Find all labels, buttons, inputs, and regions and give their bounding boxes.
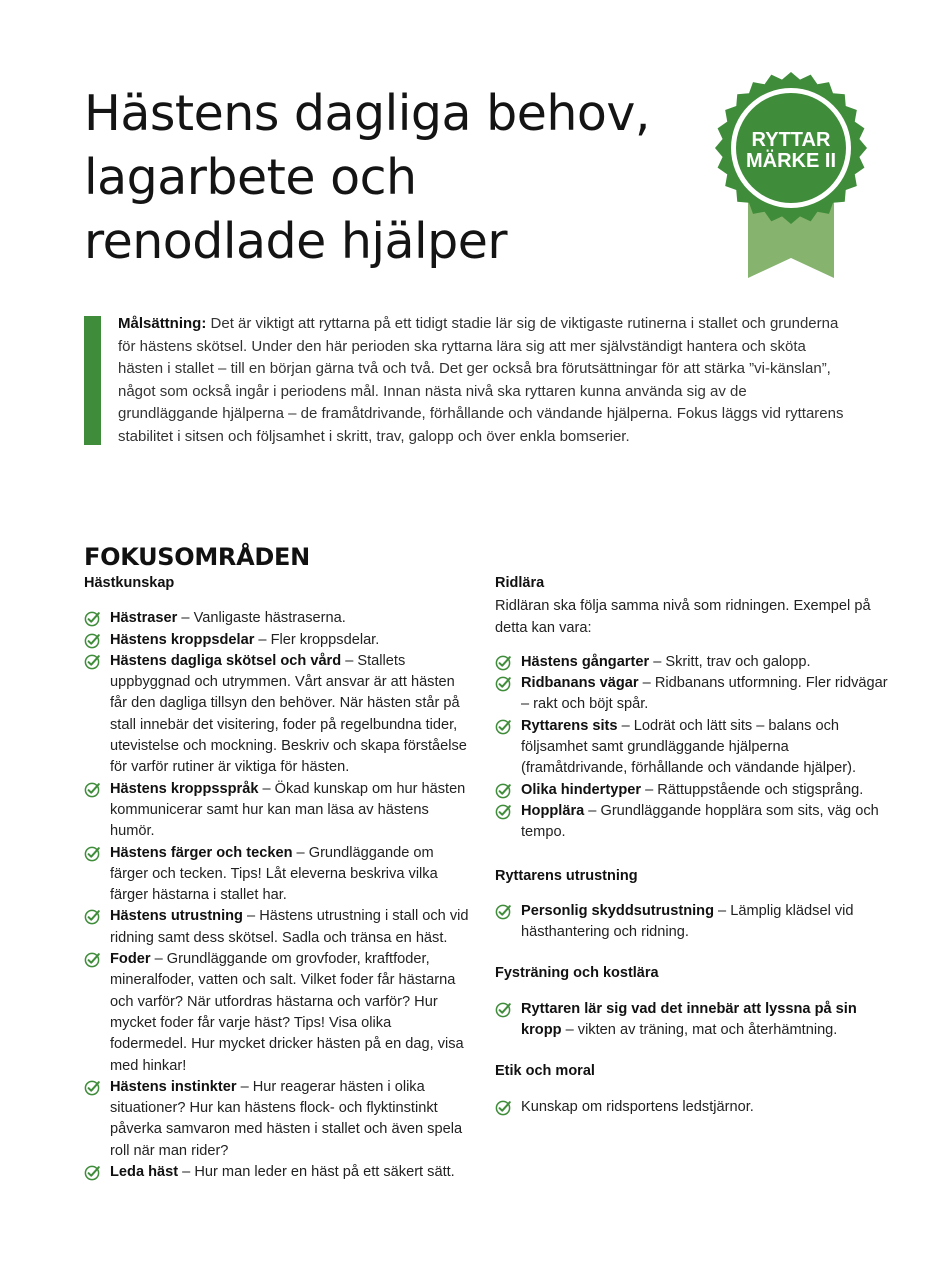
goal-accent-bar bbox=[84, 316, 101, 445]
check-circle-icon bbox=[495, 719, 511, 735]
check-circle-icon bbox=[495, 1100, 511, 1116]
left-column bbox=[84, 573, 469, 1183]
check-circle-icon bbox=[495, 655, 511, 671]
subheading-fystraning: Fysträning och kostlära bbox=[495, 965, 659, 982]
goal-text: Det är viktigt att ryttarna på ett tidigt stadie lär sig de viktigaste rutinerna i stallet och grunderna för hästens skötsel. Under den här perioden ska ryttarna lära sig att mer självständigt hantera och sköta hästen i stallet – till en början gärna två och två. Det ger också bra förutsättningar för att stärka ”vi-känslan”, något som också ingår i periodens mål. Innan nästa nivå ska ryttaren kunna använda sig av de grundläggande hjälperna – de framåtdrivande, förhållande och vändande hjälperna. Fokus läggs vid ryttarens stabilitet i sitsen och följsamhet i skritt, trav, galopp och över enkla bomserier. bbox=[118, 315, 844, 445]
goal-label: Målsättning: bbox=[118, 315, 207, 332]
right-column bbox=[495, 573, 890, 1118]
list-item bbox=[495, 801, 890, 844]
item-term: Hästraser bbox=[110, 610, 178, 627]
title-line: Hästens dagliga behov, bbox=[84, 85, 650, 142]
item-term: Leda häst bbox=[110, 1164, 179, 1181]
item-description: – Hästens utrustning i stall och vid ridning samt dess skötsel. Sadla och tränsa en häst. bbox=[110, 908, 469, 946]
list-item bbox=[495, 999, 890, 1042]
item-description: – Lodrät och lätt sits – balans och följsamhet samt grundläggande hjälperna (framåtdrivande, förhållande och vändande hjälper). bbox=[521, 717, 857, 777]
list-item bbox=[84, 651, 469, 779]
item-description: – Rättuppstående och stigsprång. bbox=[641, 781, 864, 798]
goal-paragraph bbox=[118, 313, 848, 449]
fystraning-list bbox=[495, 999, 890, 1042]
level-badge bbox=[708, 66, 874, 282]
etik-list bbox=[495, 1097, 890, 1118]
item-description: – Grundläggande om färger och tecken. Tips! Låt eleverna beskriva vilka färger hästarna i stallet har. bbox=[110, 844, 438, 904]
badge-text-line1: RYTTAR bbox=[751, 129, 831, 151]
list-item bbox=[84, 1077, 469, 1162]
title-line: renodlade hjälper bbox=[84, 213, 508, 270]
check-circle-icon bbox=[495, 1002, 511, 1018]
list-item bbox=[495, 901, 890, 944]
check-circle-icon bbox=[495, 904, 511, 920]
item-term: Hästens kroppsspråk bbox=[110, 780, 259, 797]
check-circle-icon bbox=[84, 952, 100, 968]
check-circle-icon bbox=[84, 611, 100, 627]
item-term: Ryttarens sits bbox=[521, 717, 618, 734]
item-term: Ridbanans vägar bbox=[521, 675, 639, 692]
item-description: – Hur man leder en häst på ett säkert sätt. bbox=[178, 1164, 455, 1181]
item-description: – Ridbanans utformning. Fler ridvägar – rakt och böjt spår. bbox=[521, 675, 888, 713]
item-description: – Grundläggande om grovfoder, kraftfoder, mineralfoder, vatten och salt. Vilket foder får hästarna och varför? När utfordras hästarna och varför? Hur mycket foder får varje häst? Tips! Visa olika fodermedel. Hur mycket dricker hästen på en dag, visa med hinkar! bbox=[110, 951, 464, 1074]
utrustning-list bbox=[495, 901, 890, 944]
list-item bbox=[84, 949, 469, 1077]
check-circle-icon bbox=[495, 676, 511, 692]
item-description: – Vanligaste hästraserna. bbox=[177, 610, 346, 627]
item-description: Kunskap om ridsportens ledstjärnor. bbox=[521, 1098, 754, 1115]
item-description: – vikten av träning, mat och återhämtning. bbox=[561, 1022, 838, 1039]
list-item bbox=[84, 608, 469, 629]
list-item bbox=[495, 780, 890, 801]
subheading-ridlara: Ridlära bbox=[495, 575, 545, 591]
check-circle-icon bbox=[84, 909, 100, 925]
item-description: – Lämplig klädsel vid hästhantering och ridning. bbox=[521, 902, 854, 941]
list-item bbox=[84, 843, 469, 907]
item-term: Hästens färger och tecken bbox=[110, 844, 293, 861]
subheading-utrustning: Ryttarens utrustning bbox=[495, 867, 638, 884]
title-line: lagarbete och bbox=[84, 149, 417, 206]
check-circle-icon bbox=[84, 633, 100, 649]
item-description: – Ökad kunskap om hur hästen kommunicerar samt hur kan man läsa av hästens humör. bbox=[110, 780, 466, 840]
item-term: Hästens instinkter bbox=[110, 1078, 237, 1095]
item-description: – Stallets uppbyggnad och utrymmen. Vårt ansvar är att hästen får den dagliga tillsyn den behöver. När hästen står på stall innebär det visitering, foder på regelbundna tider, utevistelse och mockning. Beskriv och skapa förståelse för varför rutiner är viktiga för hästen. bbox=[110, 652, 467, 776]
item-term: Ryttaren lär sig vad det innebär att lyssna på sin kropp bbox=[521, 1000, 857, 1039]
list-item bbox=[84, 1162, 469, 1183]
item-description: – Fler kroppsdelar. bbox=[254, 631, 380, 648]
item-term: Hopplära bbox=[521, 802, 585, 819]
list-item bbox=[495, 716, 890, 780]
item-description: – Skritt, trav och galopp. bbox=[649, 653, 811, 670]
item-term: Olika hindertyper bbox=[521, 781, 642, 798]
list-item bbox=[84, 630, 469, 651]
check-circle-icon bbox=[84, 654, 100, 670]
list-item bbox=[495, 673, 890, 716]
subheading-etik: Etik och moral bbox=[495, 1063, 595, 1080]
item-term: Personlig skyddsutrustning bbox=[521, 902, 714, 919]
item-description: – Grundläggande hopplära som sits, väg och tempo. bbox=[521, 802, 879, 841]
item-term: Hästens gångarter bbox=[521, 653, 650, 670]
ridlara-list bbox=[495, 652, 890, 844]
check-circle-icon bbox=[84, 1080, 100, 1096]
ridlara-intro: Ridläran ska följa samma nivå som ridningen. Exempel på detta kan vara: bbox=[495, 598, 871, 636]
item-term: Hästens kroppsdelar bbox=[110, 631, 255, 648]
list-item bbox=[84, 779, 469, 843]
badge-text-line2: MÄRKE II bbox=[746, 150, 836, 172]
list-item bbox=[84, 906, 469, 949]
list-item bbox=[495, 1097, 890, 1118]
page-title bbox=[84, 82, 684, 274]
check-circle-icon bbox=[495, 783, 511, 799]
check-circle-icon bbox=[84, 846, 100, 862]
item-description: – Hur reagerar hästen i olika situationer? Hur kan hästens flock- och flyktinstinkt påverka samvaron med hästen i stallet och även spela roll när man rider? bbox=[110, 1078, 463, 1159]
item-term: Hästens dagliga skötsel och vård bbox=[110, 652, 342, 669]
check-circle-icon bbox=[84, 1165, 100, 1181]
check-circle-icon bbox=[84, 782, 100, 798]
subheading-hastkunskap: Hästkunskap bbox=[84, 575, 175, 591]
list-item bbox=[495, 652, 890, 673]
hastkunskap-list bbox=[84, 608, 469, 1183]
item-term: Foder bbox=[110, 951, 151, 968]
check-circle-icon bbox=[495, 804, 511, 820]
section-heading: FOKUSOMRÅDEN bbox=[84, 543, 310, 571]
item-term: Hästens utrustning bbox=[110, 908, 243, 925]
